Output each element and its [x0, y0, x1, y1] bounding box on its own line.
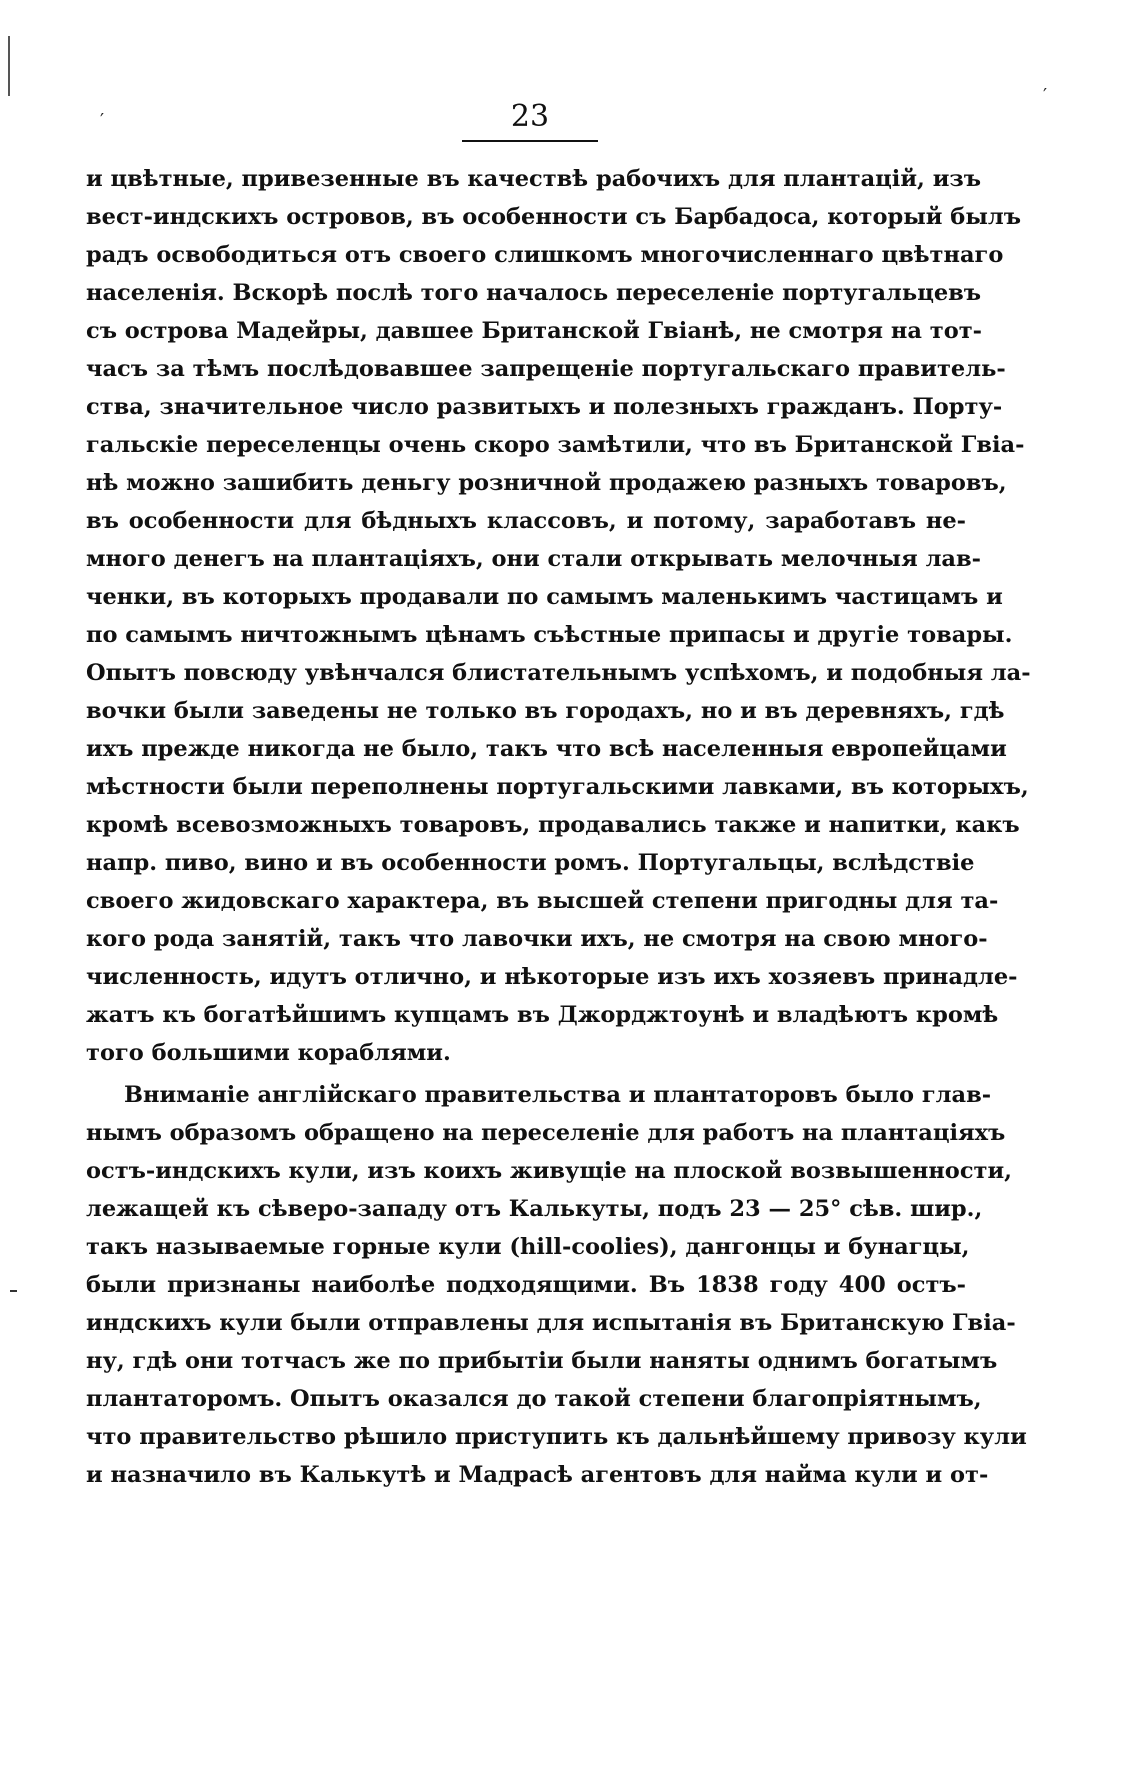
- text-line: и цвѣтные, привезенные въ качествѣ рабочихъ для плантацій, изъ: [86, 166, 982, 192]
- text-line: лежащей къ сѣверо-западу отъ Калькуты, подъ 23 — 25° сѣв. шир.,: [86, 1196, 983, 1222]
- text-line: численность, идутъ отлично, и нѣкоторые изъ ихъ хозяевъ принадле-: [86, 964, 1018, 990]
- text-line: часъ за тѣмъ послѣдовавшее запрещеніе португальскаго правитель-: [86, 356, 1006, 382]
- text-line: и назначило въ Калькутѣ и Мадрасѣ агентовъ для найма кули и от-: [86, 1462, 989, 1488]
- text-line: мѣстности были переполнены португальскими лавками, въ которыхъ,: [86, 774, 1029, 800]
- text-line: по самымъ ничтожнымъ цѣнамъ съѣстные припасы и другіе товары.: [86, 622, 1013, 648]
- text-line: населенія. Вскорѣ послѣ того началось переселеніе португальцевъ: [86, 280, 982, 306]
- text-line: съ острова Мадейры, давшее Британской Гвіанѣ, не смотря на тот-: [86, 318, 982, 344]
- body-text: [86, 160, 1031, 1494]
- text-line: своего жидовскаго характера, въ высшей степени пригодны для та-: [86, 888, 999, 914]
- text-line: такъ называемые горные кули (hill-coolies), дангонцы и бунагцы,: [86, 1234, 970, 1260]
- stray-mark-left: ′: [100, 110, 105, 131]
- page-number: 23: [510, 99, 550, 134]
- text-line: Опытъ повсюду увѣнчался блистательнымъ успѣхомъ, и подобныя ла-: [86, 660, 1031, 686]
- text-line: того большими кораблями.: [86, 1040, 451, 1066]
- text-line: остъ-индскихъ кули, изъ коихъ живущіе на плоской возвышенности,: [86, 1158, 1012, 1184]
- text-line: ства, значительное число развитыхъ и полезныхъ гражданъ. Порту-: [86, 394, 1003, 420]
- text-line: были признаны наиболѣе подходящими. Въ 1838 году 400 остъ-: [86, 1272, 966, 1298]
- text-line: индскихъ кули были отправлены для испытанія въ Британскую Гвіа-: [86, 1310, 1016, 1336]
- text-line: напр. пиво, вино и въ особенности ромъ. Португальцы, вслѣдствіе: [86, 850, 975, 876]
- text-line: вест-индскихъ островов, въ особенности съ Барбадоса, который былъ: [86, 204, 1021, 230]
- text-line: нымъ образомъ обращено на переселеніе для работъ на плантаціяхъ: [86, 1120, 1006, 1146]
- text-line: кромѣ всевозможныхъ товаровъ, продавались также и напитки, какъ: [86, 812, 1020, 838]
- paragraph: [86, 160, 1031, 1072]
- text-line: въ особенности для бѣдныхъ классовъ, и потому, заработавъ не-: [86, 508, 966, 534]
- text-line: гальскіе переселенцы очень скоро замѣтили, что въ Британской Гвіа-: [86, 432, 1025, 458]
- page-edge-mark: [8, 36, 10, 96]
- margin-dash: [10, 1290, 17, 1292]
- page-number-rule: [462, 140, 598, 142]
- stray-mark-right: ′: [1043, 85, 1048, 106]
- text-line: ихъ прежде никогда не было, такъ что всѣ населенныя европейцами: [86, 736, 1007, 762]
- text-line: вочки были заведены не только въ городахъ, но и въ деревняхъ, гдѣ: [86, 698, 1005, 724]
- text-line: радъ освободиться отъ своего слишкомъ многочисленнаго цвѣтнаго: [86, 242, 1004, 268]
- paragraph: [86, 1076, 1027, 1494]
- text-line: ченки, въ которыхъ продавали по самымъ маленькимъ частицамъ и: [86, 584, 1003, 610]
- text-line: Вниманіе англійскаго правительства и плантаторовъ было глав-: [124, 1082, 992, 1108]
- text-line: жатъ къ богатѣйшимъ купцамъ въ Джорджтоунѣ и владѣютъ кромѣ: [86, 1002, 999, 1028]
- text-line: ну, гдѣ они тотчасъ же по прибытіи были наняты однимъ богатымъ: [86, 1348, 998, 1374]
- text-line: нѣ можно зашибить деньгу розничной продажею разныхъ товаровъ,: [86, 470, 1007, 496]
- text-line: кого рода занятій, такъ что лавочки ихъ, не смотря на свою много-: [86, 926, 988, 952]
- text-line: много денегъ на плантаціяхъ, они стали открывать мелочныя лав-: [86, 546, 981, 572]
- text-line: плантаторомъ. Опытъ оказался до такой степени благопріятнымъ,: [86, 1386, 982, 1412]
- text-line: что правительство рѣшило приступить къ дальнѣйшему привозу кули: [86, 1424, 1027, 1450]
